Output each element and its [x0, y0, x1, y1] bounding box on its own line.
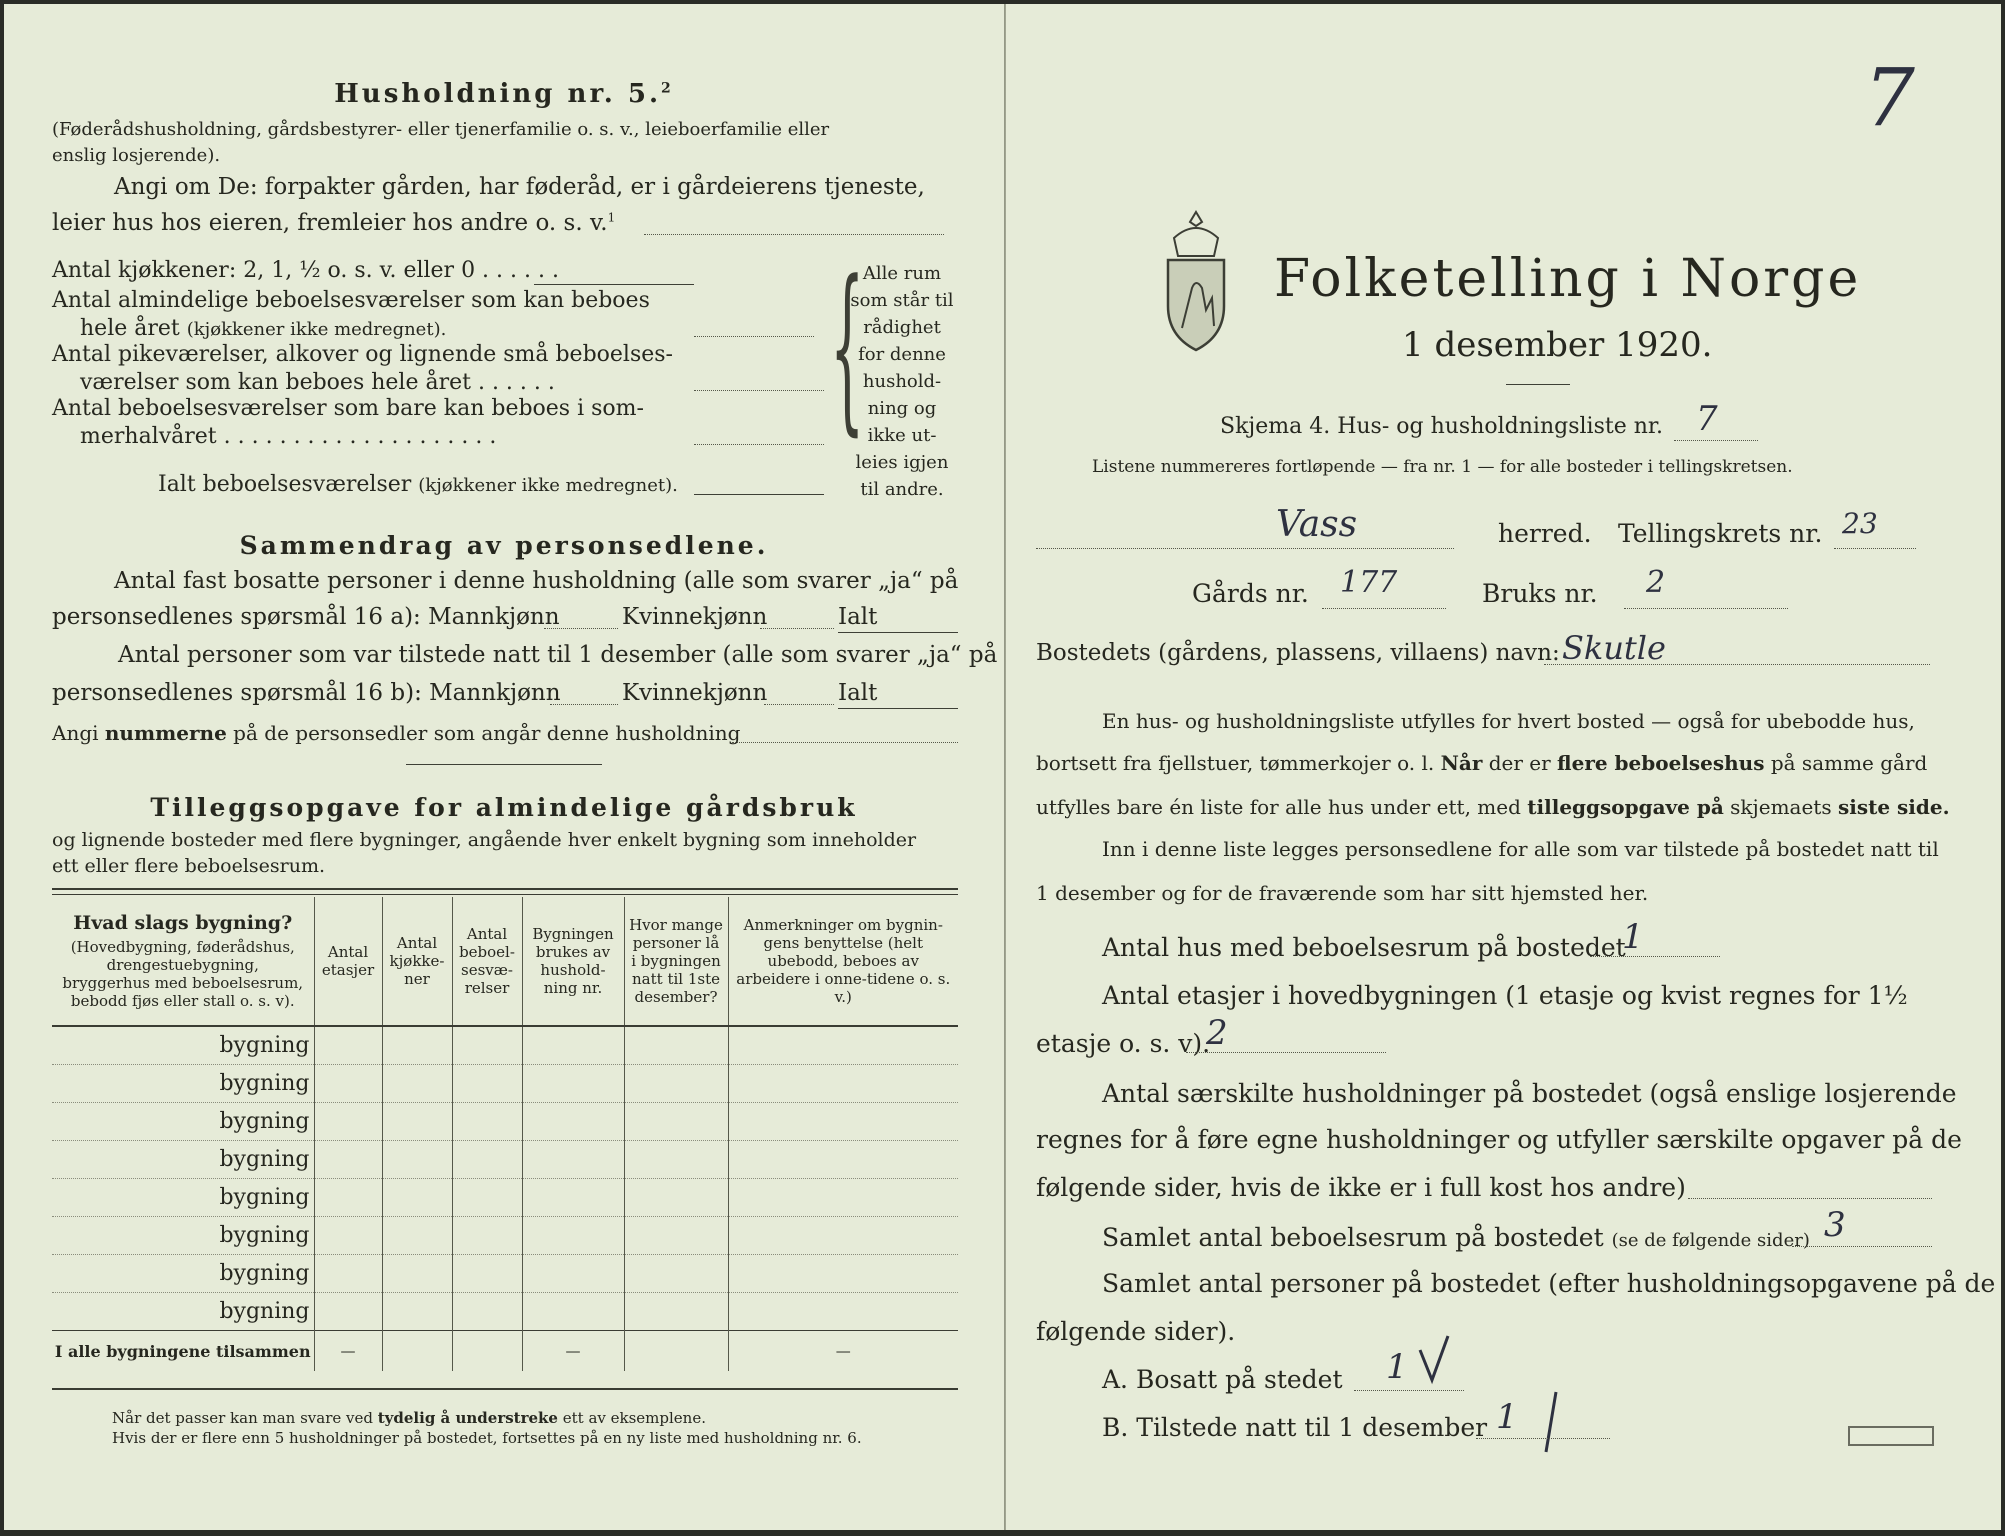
tilstede-value: 1 — [1496, 1397, 1518, 1437]
cell[interactable] — [728, 1065, 958, 1103]
schema-number-line[interactable] — [1674, 440, 1758, 441]
summary-2-line-1: Antal personer som var tilstede natt til 1 desember (alle som svarer „ja“ på — [118, 642, 998, 668]
summary-2-female-label: Kvinnekjønn — [622, 680, 768, 706]
table-top-rule-2 — [52, 894, 958, 895]
cell[interactable] — [452, 1141, 522, 1179]
table-header-row — [52, 897, 958, 1026]
bosted-line[interactable] — [1544, 664, 1930, 665]
cell[interactable] — [728, 1179, 958, 1217]
cell[interactable] — [522, 1217, 624, 1255]
right-page — [1006, 4, 2001, 1530]
summary-2-male-line[interactable] — [550, 704, 618, 705]
rooms-c-answer-line[interactable] — [694, 444, 824, 445]
tally-mark-icon — [1536, 1388, 1566, 1458]
hus-line[interactable] — [1590, 956, 1720, 957]
summary-title: Sammendrag av personsedlene. — [239, 531, 769, 560]
cell[interactable] — [522, 1179, 624, 1217]
cell[interactable] — [314, 1103, 382, 1141]
row-label: bygning — [52, 1103, 314, 1141]
header-building-type — [52, 897, 314, 1026]
bosatt-label: A. Bosatt på stedet — [1102, 1365, 1343, 1394]
brace-note-line: hushold- — [862, 371, 942, 392]
household-title-text: Husholdning nr. 5. — [334, 79, 662, 109]
cell[interactable] — [624, 1255, 728, 1293]
total-kitchens[interactable] — [382, 1331, 452, 1372]
summary-1-total-line[interactable] — [838, 632, 958, 633]
schema-number: 7 — [1696, 399, 1718, 439]
intro-note: (Føderådshusholdning, gårdsbestyrer- eller tjenerfamilie o. s. v., leieboerfamilie eller — [52, 119, 830, 140]
para1-line3 — [1036, 796, 1950, 819]
bosted-value: Skutle — [1562, 629, 1666, 667]
total-rooms-text: Ialt beboelsesværelser — [158, 472, 412, 497]
brace-note-line: leies igjen — [855, 452, 949, 473]
summary-1-female-line[interactable] — [760, 628, 834, 629]
gards-line[interactable] — [1322, 608, 1446, 609]
samlet-rum-note: (se de følgende sider) — [1611, 1230, 1810, 1251]
para1-line2 — [1036, 752, 1927, 775]
section-divider — [406, 764, 602, 765]
para1-line3-b: tilleggsopgave på — [1527, 795, 1724, 819]
brace-note-line: ning og — [867, 398, 937, 419]
cell[interactable] — [382, 1179, 452, 1217]
footnote-1-b: tydelig å understreke — [377, 1409, 558, 1427]
row-label: bygning — [52, 1179, 314, 1217]
kitchens-answer-line[interactable] — [534, 284, 694, 285]
farm-subtitle-2: ett eller flere beboelsesrum. — [52, 855, 326, 877]
gards-label: Gårds nr. — [1192, 579, 1309, 608]
etasjer-value: 2 — [1206, 1013, 1228, 1053]
summary-2-female-line[interactable] — [764, 704, 834, 705]
footnote-2: Hvis der er flere enn 5 husholdninger på bostedet, fortsettes på en ny liste med husholdning nr. 6. — [112, 1429, 862, 1447]
cell[interactable] — [452, 1255, 522, 1293]
cell[interactable] — [624, 1026, 728, 1065]
etasjer-line-2: etasje o. s. v). — [1036, 1029, 1211, 1058]
brace-note-line: rådighet — [863, 317, 941, 338]
cell[interactable] — [522, 1141, 624, 1179]
hus-value: 1 — [1622, 917, 1644, 957]
intro-note-2: enslig losjerende). — [52, 145, 221, 166]
krets-label: Tellingskrets nr. — [1618, 519, 1823, 548]
row-label: bygning — [52, 1026, 314, 1065]
table-row[interactable] — [52, 1065, 958, 1103]
cell[interactable] — [624, 1141, 728, 1179]
numbers-line — [52, 722, 740, 745]
summary-1-male-line[interactable] — [544, 628, 618, 629]
numbering-note: Listene nummereres fortløpende — fra nr. 1 — for alle bosteder i tellingskretsen. — [1092, 457, 1793, 477]
bruks-line[interactable] — [1624, 608, 1788, 609]
numbers-line-b: nummerne — [104, 721, 227, 745]
cell[interactable] — [382, 1217, 452, 1255]
angi-answer-line[interactable] — [644, 234, 944, 235]
numbers-answer-line[interactable] — [732, 742, 958, 743]
cell[interactable] — [522, 1065, 624, 1103]
cell[interactable] — [314, 1293, 382, 1331]
total-remarks-dash: — — [728, 1331, 958, 1372]
cell[interactable] — [728, 1026, 958, 1065]
para1-line3-a: utfylles bare én liste for alle hus under ett, med — [1036, 795, 1528, 819]
cell[interactable] — [382, 1103, 452, 1141]
household-title-sup: 2 — [661, 80, 674, 97]
header-building-type-body: (Hovedbygning, føderådshus, drengestuebygning, bryggerhus med beboelsesrum, bebodd fjøs eller stall o. s. v). — [62, 937, 304, 1010]
cell[interactable] — [452, 1179, 522, 1217]
left-page — [4, 4, 1004, 1530]
table-row[interactable] — [52, 1179, 958, 1217]
brace-note-line: ikke ut- — [867, 425, 937, 446]
hus-label: Antal hus med beboelsesrum på bostedet — [1102, 933, 1626, 962]
total-household-dash: — — [522, 1331, 624, 1372]
tilstede-line[interactable] — [1476, 1438, 1610, 1439]
table-row[interactable] — [52, 1026, 958, 1065]
schema-label: Skjema 4. Hus- og husholdningsliste nr. — [1220, 414, 1663, 439]
summary-1-total-label: Ialt — [838, 604, 878, 630]
table-row[interactable] — [52, 1141, 958, 1179]
saerskilte-line-2: regnes for å føre egne husholdninger og utfyller særskilte opgaver på de — [1036, 1125, 1962, 1154]
angi-sup: 1 — [607, 210, 616, 225]
cell[interactable] — [522, 1255, 624, 1293]
para2-line2: 1 desember og for de fraværende som har sitt hjemsted her. — [1036, 881, 1649, 905]
etasjer-line[interactable] — [1186, 1052, 1386, 1053]
table-row[interactable] — [52, 1217, 958, 1255]
krets-line[interactable] — [1834, 548, 1916, 549]
bosatt-value: 1 — [1386, 1347, 1408, 1387]
rooms-a-answer-line[interactable] — [694, 336, 814, 337]
bosted-label: Bostedets (gårdens, plassens, villaens) navn: — [1036, 640, 1560, 666]
total-floors-dash: — — [314, 1331, 382, 1372]
cell[interactable] — [314, 1217, 382, 1255]
para1-line2-a: bortsett fra fjellstuer, tømmerkojer o. l. — [1036, 751, 1441, 775]
para1-line3-d: siste side. — [1837, 795, 1950, 819]
gards-value: 177 — [1340, 565, 1398, 600]
etasjer-line-1: Antal etasjer i hovedbygningen (1 etasje og kvist regnes for 1½ — [1102, 981, 1908, 1010]
brace-note-line: som står til — [850, 290, 954, 311]
title-rule — [1506, 384, 1570, 385]
household-title — [4, 80, 1004, 110]
saerskilte-line[interactable] — [1688, 1198, 1932, 1199]
summary-2-total-label: Ialt — [838, 680, 878, 706]
farm-subtitle-1: og lignende bosteder med flere bygninger, angående hver enkelt bygning som inneholder — [52, 829, 917, 851]
cell[interactable] — [728, 1141, 958, 1179]
bruks-label: Bruks nr. — [1482, 579, 1598, 608]
cell[interactable] — [314, 1065, 382, 1103]
cell[interactable] — [452, 1293, 522, 1331]
cell[interactable] — [522, 1026, 624, 1065]
cell[interactable] — [382, 1065, 452, 1103]
total-row-label: I alle bygningene tilsammen — [52, 1331, 314, 1372]
rooms-b-line-2: værelser som kan beboes hele året . . . . . . — [80, 370, 555, 395]
rooms-a-line-1: Antal almindelige beboelsesværelser som kan beboes — [52, 288, 650, 313]
samlet-pers-line-1: Samlet antal personer på bostedet (efter husholdningsopgavene på de — [1102, 1269, 1996, 1298]
cell[interactable] — [624, 1065, 728, 1103]
form-title: Folketelling i Norge — [1274, 249, 1862, 309]
coat-of-arms-icon — [1156, 208, 1236, 358]
cell[interactable] — [382, 1255, 452, 1293]
samlet-rum-value: 3 — [1824, 1205, 1846, 1245]
building-table — [52, 897, 958, 1371]
angi-line-2-text: leier hus hos eieren, fremleier hos andre o. s. v. — [52, 210, 608, 236]
samlet-rum-text: Samlet antal beboelsesrum på bostedet — [1102, 1223, 1604, 1252]
total-rooms-label — [158, 472, 678, 497]
form-date: 1 desember 1920. — [1402, 325, 1713, 365]
row-label: bygning — [52, 1255, 314, 1293]
brace-note — [842, 260, 962, 503]
header-remarks: Anmerkninger om bygnin-gens benyttelse (helt ubebodd, beboes av arbeidere i onne-tidene o. s. v.) — [728, 897, 958, 1026]
samlet-rum-label — [1102, 1224, 1810, 1253]
checkmark-icon — [1416, 1330, 1456, 1386]
cell[interactable] — [382, 1293, 452, 1331]
header-floors: Antal etasjer — [314, 897, 382, 1026]
para2-line1: Inn i denne liste legges personsedlene for alle som var tilstede på bostedet natt til — [1102, 837, 1939, 861]
footnote-1 — [112, 1410, 706, 1427]
cell[interactable] — [728, 1293, 958, 1331]
total-rooms-answer-line[interactable] — [694, 494, 824, 495]
samlet-rum-line[interactable] — [1792, 1246, 1932, 1247]
cell[interactable] — [522, 1103, 624, 1141]
rooms-brace: { — [830, 243, 865, 452]
samlet-pers-line-2: følgende sider). — [1036, 1317, 1236, 1346]
table-bottom-rule — [52, 1388, 958, 1390]
row-label: bygning — [52, 1065, 314, 1103]
cell[interactable] — [728, 1217, 958, 1255]
cell[interactable] — [452, 1103, 522, 1141]
krets-value: 23 — [1842, 507, 1878, 540]
para1-line3-c: skjemaets — [1723, 795, 1838, 819]
header-persons: Hvor mange personer lå i bygningen natt til 1ste desember? — [624, 897, 728, 1026]
table-row[interactable] — [52, 1293, 958, 1331]
cell[interactable] — [728, 1255, 958, 1293]
kitchens-label: Antal kjøkkener: 2, 1, ½ o. s. v. eller 0 . . . . . . — [52, 258, 559, 283]
cell[interactable] — [314, 1141, 382, 1179]
farm-title: Tilleggsopgave for almindelige gårdsbruk — [150, 793, 858, 822]
table-row[interactable] — [52, 1255, 958, 1293]
total-rooms[interactable] — [452, 1331, 522, 1372]
table-row[interactable] — [52, 1103, 958, 1141]
rooms-c-line-1: Antal beboelsesværelser som bare kan beboes i som- — [52, 396, 644, 421]
bosatt-line[interactable] — [1354, 1390, 1464, 1391]
table-total-row — [52, 1331, 958, 1372]
cell[interactable] — [624, 1179, 728, 1217]
numbers-line-c: på de personsedler som angår denne husholdning — [226, 721, 741, 745]
footnote-1-a: Når det passer kan man svare ved — [112, 1409, 378, 1427]
total-rooms-note: (kjøkkener ikke medregnet). — [418, 475, 678, 496]
saerskilte-line-3: følgende sider, hvis de ikke er i full kost hos andre) — [1036, 1173, 1686, 1202]
row-label: bygning — [52, 1141, 314, 1179]
tilstede-label: B. Tilstede natt til 1 desember — [1102, 1413, 1488, 1442]
printer-stamp — [1848, 1426, 1934, 1446]
footnote-1-c: ett av eksemplene. — [557, 1409, 706, 1427]
header-rooms: Antal beboel-sesvæ-relser — [452, 897, 522, 1026]
cell[interactable] — [624, 1103, 728, 1141]
rooms-a-line-2 — [80, 316, 446, 341]
rooms-c-line-2: merhalvåret . . . . . . . . . . . . . . . . . . . . — [80, 424, 497, 449]
cell[interactable] — [382, 1026, 452, 1065]
brace-note-line: til andre. — [860, 479, 944, 500]
angi-line-2 — [52, 210, 615, 236]
brace-note-line: Alle rum — [862, 263, 942, 284]
herred-value: Vass — [1276, 504, 1358, 545]
cell[interactable] — [452, 1026, 522, 1065]
page-number: 7 — [1864, 51, 1915, 144]
para1-line2-b: Når — [1440, 751, 1483, 775]
row-label: bygning — [52, 1217, 314, 1255]
summary-1-female-label: Kvinnekjønn — [622, 604, 768, 630]
herred-label: herred. — [1498, 519, 1592, 548]
rooms-a-line-2-text: hele året — [80, 316, 180, 341]
para1-line2-d: flere beboelseshus — [1557, 751, 1765, 775]
cell[interactable] — [522, 1293, 624, 1331]
saerskilte-line-1: Antal særskilte husholdninger på bostedet (også enslige losjerende — [1102, 1079, 1957, 1108]
brace-note-line: for denne — [858, 344, 946, 365]
numbers-line-a: Angi — [52, 721, 105, 745]
summary-1-line-1: Antal fast bosatte personer i denne husholdning (alle som svarer „ja“ på — [114, 568, 959, 594]
header-kitchens: Antal kjøkke-ner — [382, 897, 452, 1026]
para1-line2-c: der er — [1482, 751, 1558, 775]
rooms-b-answer-line[interactable] — [694, 390, 824, 391]
para1-line2-e: på samme gård — [1764, 751, 1928, 775]
cell[interactable] — [382, 1141, 452, 1179]
summary-1-line-2: personsedlenes spørsmål 16 a): Mannkjønn — [52, 604, 560, 630]
table-top-rule — [52, 888, 958, 890]
cell[interactable] — [314, 1255, 382, 1293]
para1-line1: En hus- og husholdningsliste utfylles for hvert bosted — også for ubebodde hus, — [1102, 709, 1915, 733]
herred-line[interactable] — [1036, 548, 1454, 549]
cell[interactable] — [452, 1217, 522, 1255]
rooms-b-line-1: Antal pikeværelser, alkover og lignende små beboelses- — [52, 342, 673, 367]
cell[interactable] — [314, 1026, 382, 1065]
cell[interactable] — [728, 1103, 958, 1141]
row-label: bygning — [52, 1293, 314, 1331]
header-building-type-title: Hvad slags bygning? — [73, 912, 293, 935]
summary-2-total-line[interactable] — [838, 708, 958, 709]
rooms-a-note: (kjøkkener ikke medregnet). — [186, 319, 447, 340]
bruks-value: 2 — [1646, 565, 1666, 600]
cell[interactable] — [624, 1293, 728, 1331]
summary-2-line-2: personsedlenes spørsmål 16 b): Mannkjønn — [52, 680, 561, 706]
cell[interactable] — [452, 1065, 522, 1103]
header-household-no: Bygningen brukes av hushold-ning nr. — [522, 897, 624, 1026]
angi-line-1: Angi om De: forpakter gården, har føderåd, er i gårdeierens tjeneste, — [114, 174, 925, 200]
cell[interactable] — [314, 1179, 382, 1217]
total-persons[interactable] — [624, 1331, 728, 1372]
cell[interactable] — [624, 1217, 728, 1255]
